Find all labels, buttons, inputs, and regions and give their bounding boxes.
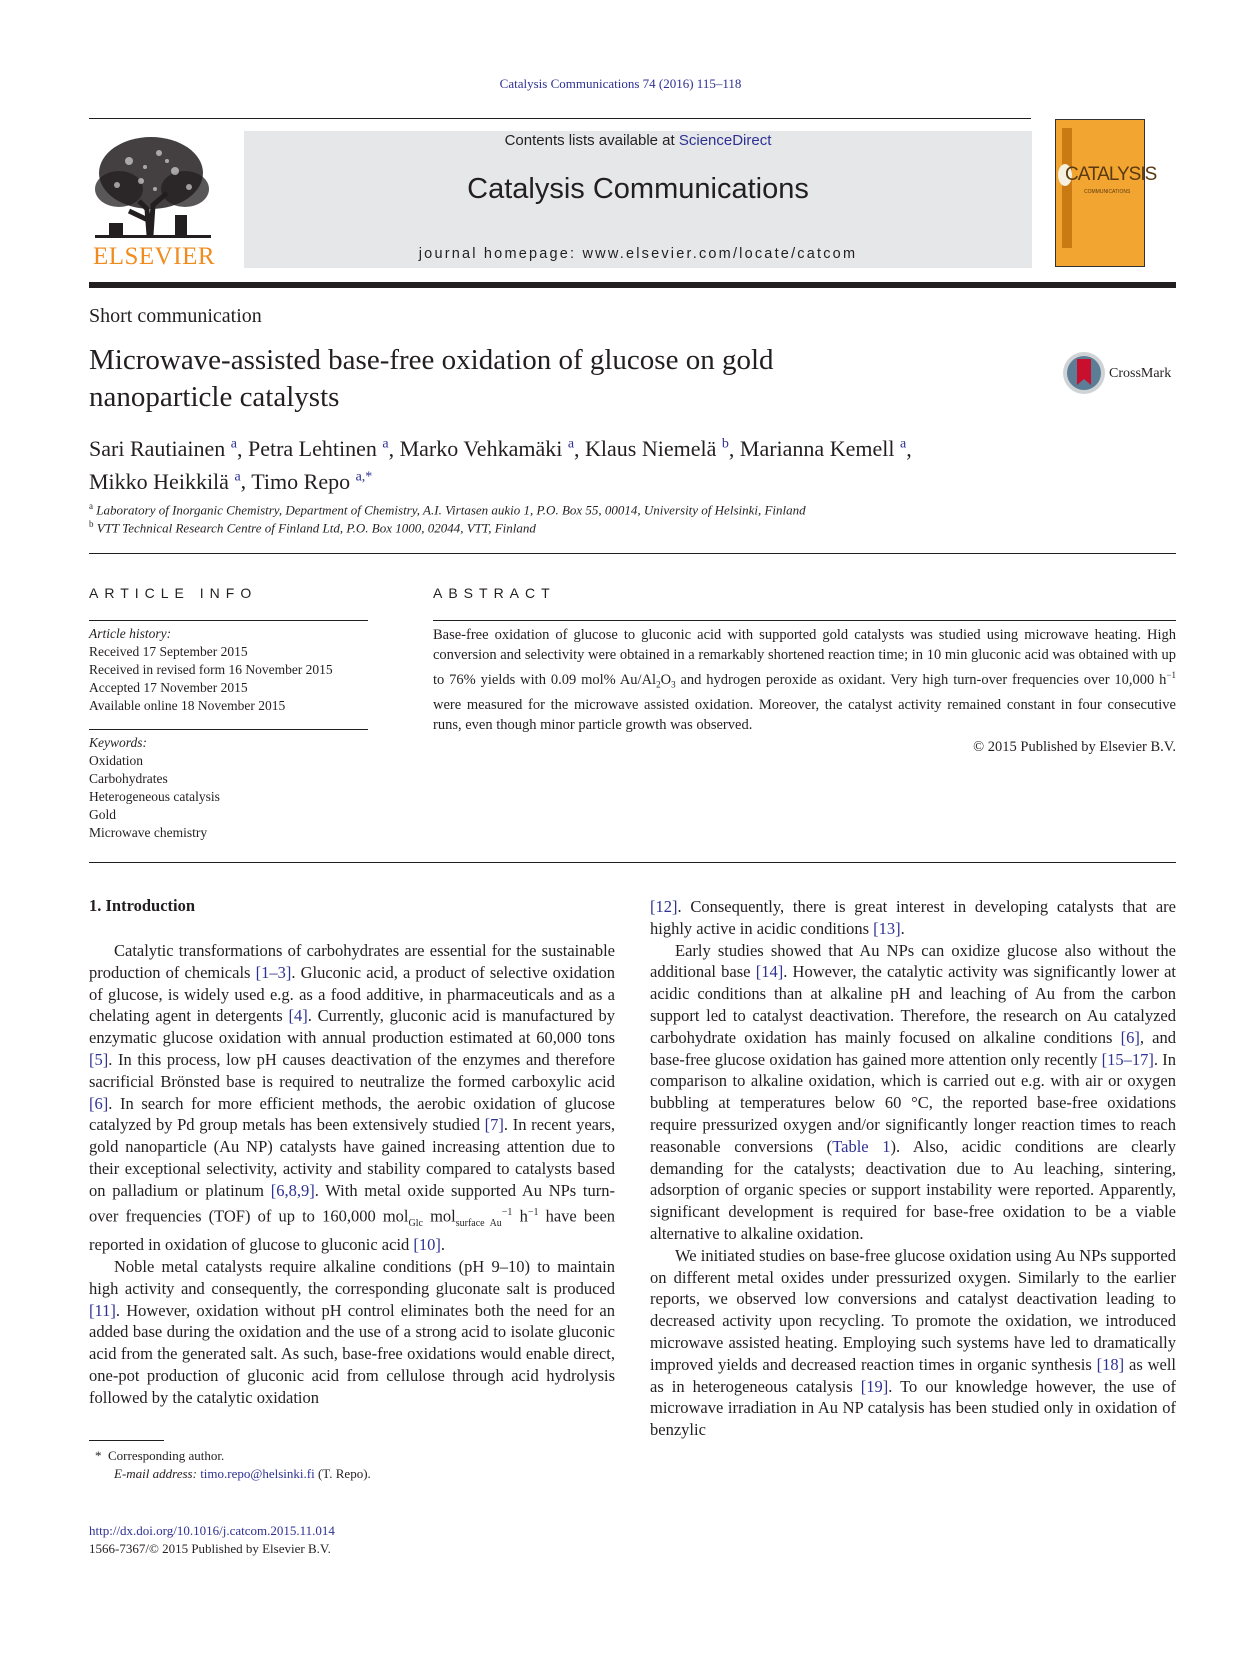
citation-link[interactable]: [6,8,9] [270,1180,315,1200]
citation-link[interactable]: [15–17] [1101,1049,1154,1069]
keywords-label: Keywords: [89,735,147,750]
masthead-thick-rule [89,282,1176,288]
citation-link[interactable]: [18] [1096,1354,1125,1374]
footnote-divider [89,1440,164,1441]
citation-link[interactable]: [7] [484,1115,504,1135]
abstract-text: Base-free oxidation of glucose to gluconic acid with supported gold catalysts was studied using microwave heating. High conversion and selectivity were obtained in a remarkably shortened reaction time; in 10 min gluconic acid was obtained with up to 76% yields with 0.09 mol% $Au/Al_2O_3$ and hydrogen peroxide as oxidant. Very high turn-over frequencies over 10,000 $h^{-1}$ were measured for the microwave assisted oxidation. Moreover, the catalyst activity remained constant in four consecutive runs, even though minor particle growth was observed. © 2015 Published by Elsevier B.V. [433,627,1176,755]
header-divider [89,118,1031,119]
divider [89,729,368,730]
article-type: Short communication [89,305,262,327]
author[interactable]: Sari Rautiainen $^a$ [89,436,237,462]
table-link[interactable]: Table 1 [832,1136,891,1156]
history-item: Available online 18 November 2015 [89,698,286,713]
divider [433,620,1176,621]
author[interactable]: Mikko Heikkilä $^a$ [89,468,241,494]
elsevier-logo[interactable] [89,131,219,271]
citation-link[interactable]: [6] [89,1093,109,1113]
body-column-right [650,896,1176,1441]
author-corresponding[interactable]: Timo Repo $^{a,*}$ [251,468,373,494]
journal-masthead [244,131,1032,268]
citation-link[interactable]: [6] [1120,1027,1140,1047]
section-heading: 1. Introduction [89,896,196,915]
cover-title: CATALYSIS [1065,164,1157,185]
copyright: © 2015 Published by Elsevier B.V. [973,738,1176,755]
author-list: Sari Rautiainen $^a$, Petra Lehtinen $^a$, Marko Vehkamäki $^a$, Klaus Niemelä $^b$, Marianna Kemell $^a$, Mikko Heikkilä $^a$, Timo Repo $^{a,*}$ [89,436,912,494]
history-label: Article history: [89,626,172,641]
affiliation: $^a$ Laboratory of Inorganic Chemistry, Department of Chemistry, A.I. Virtasen aukio 1, P.O. Box 55, 00014, University of Helsinki, Finland [89,501,806,518]
article-title: Microwave-assisted base-free oxidation of glucose on gold nanoparticle catalysts [89,344,774,413]
author[interactable]: Marianna Kemell $^a$ [739,436,907,462]
corresponding-author-note: * Corresponding author. E-mail address: timo.repo@helsinki.fi (T. Repo). [95,1448,371,1481]
author[interactable]: Klaus Niemelä $^b$ [585,436,729,462]
homepage-prefix: journal homepage: [418,246,577,262]
paragraph: Noble metal catalysts require alkaline conditions (pH 9–10) to maintain high activity and consequently, the corresponding gluconate salt is produced [11]. However, oxidation without pH control eliminates both the need for an added base during the oxidation and the use of a strong acid to isolate gluconic acid from the generated salt. As such, base-free oxidations would enable direct, one-pot production of gluconic acid from cellulose through acid hydrolysis followed by the catalytic oxidation [89,1256,615,1407]
doi-block [89,1522,589,1558]
author[interactable]: Petra Lehtinen $^a$ [247,436,389,462]
keywords [89,734,379,842]
cover-band [1062,128,1072,248]
paragraph: Catalytic transformations of carbohydrates are essential for the sustainable production of chemicals [1–3]. Gluconic acid, a product of selective oxidation of glucose, is widely used e.g. as a food additive, in pharmaceuticals and as a chelating agent in detergents [4]. Currently, gluconic acid is manufactured by enzymatic glucose oxidation with annual production estimated at 60,000 tons [5]. In this process, low pH causes deactivation of the enzymes and therefore sacrificial Brönsted base is required to neutralize the formed carboxylic acid [6]. In search for more efficient methods, the aerobic oxidation of glucose catalyzed by Pd group metals has been extensively studied [7]. In recent years, gold nanoparticle (Au NP) catalysts have gained increasing attention due to their exceptional selectivity, activity and stability compared to catalysts based on palladium or platinum [6,8,9]. With metal oxide supported Au NPs turn-over frequencies (TOF) of up to 160,000 mol$_{Glc}$ mol$_{surface Au}^{-1}$ $h^{-1}$ have been reported in oxidation of glucose to gluconic acid [10]. [89,941,616,1255]
journal-citation[interactable]: Catalysis Communications 74 (2016) 115–118 [499,76,742,91]
footnote-star: * [95,1448,102,1463]
history-item: Received 17 September 2015 [89,644,248,659]
crossmark-icon [1062,351,1106,395]
citation-link[interactable]: [13] [873,918,901,938]
paragraph: Early studies showed that Au NPs can oxidize glucose also without the additional base [14]. However, the catalytic activity was significantly lower at acidic conditions than at alkaline pH and leaching of Au from the carbon support led to catalyst deactivation. Therefore, the research on Au catalyzed carbohydrate oxidation has mainly focused on alkaline conditions [6], and base-free glucose oxidation has gained more attention only recently [15–17]. In comparison to alkaline oxidation, which is carried out e.g. with air or oxygen bubbling at temperatures below 60 °C, the reported base-free oxidations require pressurized oxygen and/or significantly longer reaction times to reach reasonable conversions (Table 1). Also, acidic conditions are clearly demanding for the catalysts; deactivation due to Au leaching, sintering, adsorption of organic species or support instability were reported. Apparently, significant development is required for base-free oxidation to be a viable alternative to alkaline oxidation. [650,940,1176,1243]
journal-name: Catalysis Communications [467,173,809,205]
homepage-link[interactable]: www.elsevier.com/locate/catcom [582,246,858,262]
citation-link[interactable]: [11] [89,1300,116,1320]
citation-link[interactable]: [12] [650,897,678,916]
citation-link[interactable]: [4] [288,1006,308,1026]
email-link[interactable]: timo.repo@helsinki.fi [200,1466,315,1481]
keyword: Gold [89,807,116,822]
keyword: Microwave chemistry [89,825,208,840]
contents-line [244,132,1032,149]
citation-link[interactable]: [10] [413,1235,441,1255]
body-column-left [89,940,615,1409]
paragraph-continued: [12]. Consequently, there is great interest in developing catalysts that are highly active in acidic conditions [13]. [650,897,1176,938]
issn: 1566-7367/© 2015 Published by Elsevier B.V. [89,1541,331,1556]
journal-cover-thumbnail[interactable] [1055,119,1157,267]
citation-link[interactable]: [14] [755,962,784,982]
citation-link[interactable]: [5] [89,1049,109,1069]
abstract-heading: ABSTRACT [433,585,556,601]
keyword: Carbohydrates [89,771,168,786]
journal-homepage [244,246,1032,262]
history-item: Accepted 17 November 2015 [89,680,248,695]
cover-subtitle: COMMUNICATIONS [1084,189,1131,195]
article-info-heading: ARTICLE INFO [89,585,258,601]
affiliation: $^b$ VTT Technical Research Centre of Finland Ltd, P.O. Box 1000, 02044, VTT, Finland [89,519,536,536]
doi-link[interactable]: http://dx.doi.org/10.1016/j.catcom.2015.11.014 [89,1523,335,1538]
crossmark-badge[interactable] [1062,351,1182,399]
history-item: Received in revised form 16 November 2015 [89,662,333,677]
elsevier-wordmark: ELSEVIER [92,243,216,270]
contents-prefix: Contents lists available at [504,132,675,149]
divider [89,553,1176,554]
keyword: Oxidation [89,753,143,768]
crossmark-label: CrossMark [1109,366,1172,381]
divider [89,862,1176,863]
author[interactable]: Marko Vehkamäki $^a$ [399,436,575,462]
keyword: Heterogeneous catalysis [89,789,220,804]
citation-link[interactable]: [19] [860,1376,889,1396]
citation-link[interactable]: [1–3] [255,962,292,982]
sciencedirect-link[interactable]: ScienceDirect [678,132,772,149]
article-history [89,625,379,715]
paragraph: We initiated studies on base-free glucose oxidation using Au NPs supported on different metal oxides under pressurized oxygen. Similarly to the earlier reports, we observed low conversions and catalyst deactivation leading to decreased activity upon recycling. To promote the oxidation, we introduced microwave assisted heating. Employing such systems have led to dramatically improved yields and decreased reaction times in organic synthesis [18] as well as in heterogeneous catalysis [19]. To our knowledge however, the use of microwave irradiation in Au NP catalysis has been studied only in oxidation of benzylic [650,1245,1177,1440]
divider [89,620,368,621]
